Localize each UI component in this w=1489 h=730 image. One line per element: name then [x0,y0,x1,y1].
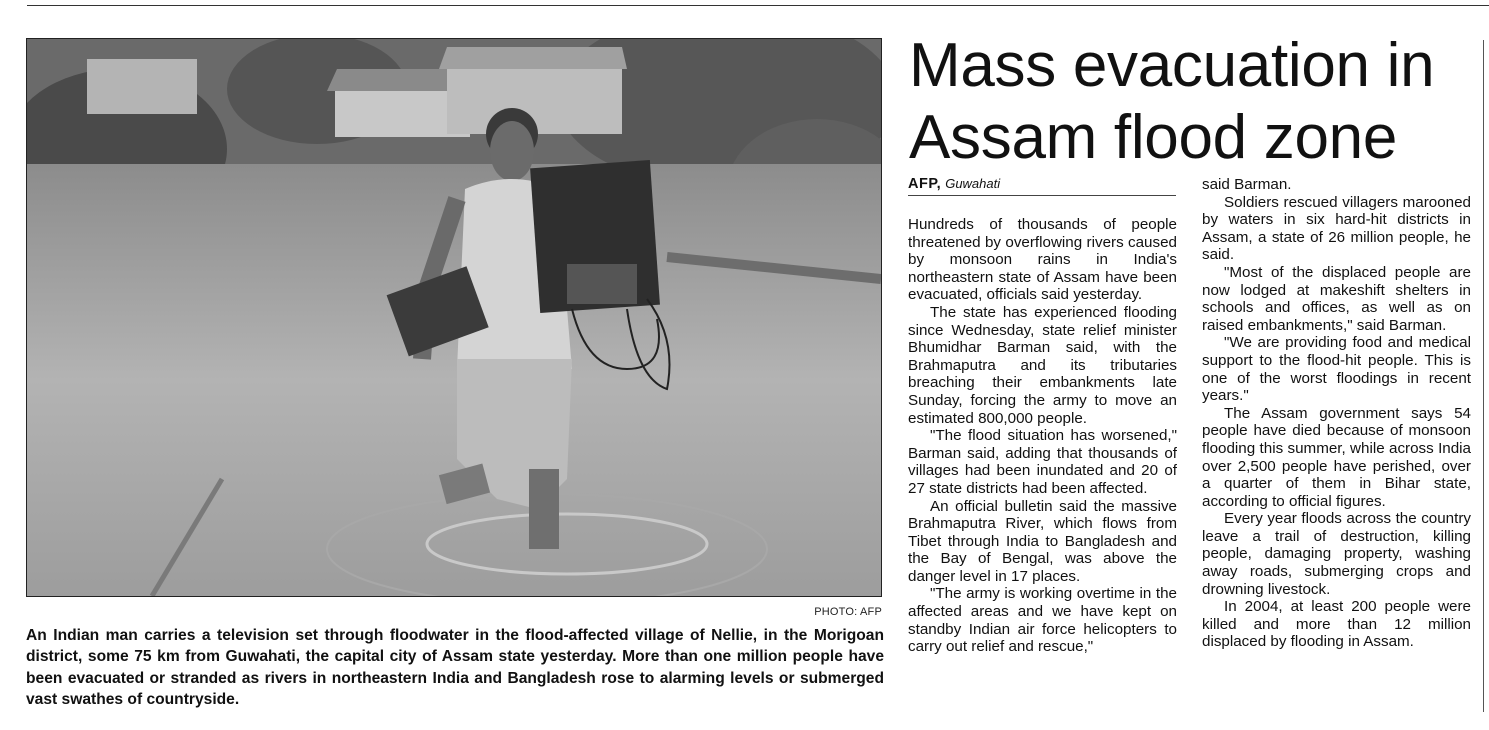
photo-credit: PHOTO: AFP [814,606,882,618]
dateline-place: Guwahati [945,176,1001,191]
photo-caption: An Indian man carries a television set through floodwater in the flood-affected village of Nellie, in the Morigoan district, some 75 km from Guwahati, the capital city of Assam state yesterday. More than one million people have been evacuated or stranded as rivers in northeastern India and Bangladesh rose to alarming levels or submerged vast swathes of countryside. [26,627,884,708]
paragraph: said Barman. [1202,176,1292,193]
paragraph: "Most of the displaced people are now lodged at makeshift shelters in schools and offices, as well as on raised embankments," said Barman. [1202,263,1471,334]
paragraph: The state has experienced flooding since Wednesday, state relief minister Bhumidhar Barman said, with the Brahmaputra and its tributaries breaching their embankments late Sunday, forcing the army to move an estimated 800,000 people. [908,303,1177,427]
paragraph: "The flood situation has worsened," Barman said, adding that thousands of villages had been inundated and 20 of 27 state districts had been affected. [908,427,1177,497]
article-column-1 [908,216,1177,656]
paragraph: An official bulletin said the massive Brahmaputra River, which flows from Tibet through India to Bangladesh and the Bay of Bengal, was above the danger level in 17 places. [908,497,1177,585]
dateline [908,176,1176,196]
article-column-2 [1202,176,1471,651]
column-rule [1483,40,1484,712]
paragraph: In 2004, at least 200 people were killed and more than 12 million displaced by flooding in Assam. [1202,598,1471,651]
news-photo [26,38,882,597]
headline: Mass evacuation in Assam flood zone [909,31,1435,172]
paragraph: The Assam government says 54 people have died because of monsoon flooding this summer, while across India over 2,500 people have perished, over a quarter of them in Bihar state, according to official figures. [1202,404,1471,510]
paragraph: Every year floods across the country leave a trail of destruction, killing people, damaging property, washing away roads, submerging crops and drowning livestock. [1202,510,1471,598]
paragraph: "The army is working overtime in the affected areas and we have kept on standby Indian air force helicopters to carry out relief and rescue," [908,585,1177,656]
top-rule [27,5,1489,6]
paragraph: Hundreds of thousands of people threatened by overflowing rivers caused by monsoon rains in India's northeastern state of Assam have been evacuated, officials said yesterday. [908,216,1177,304]
dateline-agency: AFP, [908,176,942,192]
paragraph: "We are providing food and medical support to the flood-hit people. This is one of the worst floodings in recent years." [1202,334,1471,405]
paragraph: Soldiers rescued villagers marooned by waters in six hard-hit districts in Assam, a state of 26 million people, he said. [1202,193,1471,264]
